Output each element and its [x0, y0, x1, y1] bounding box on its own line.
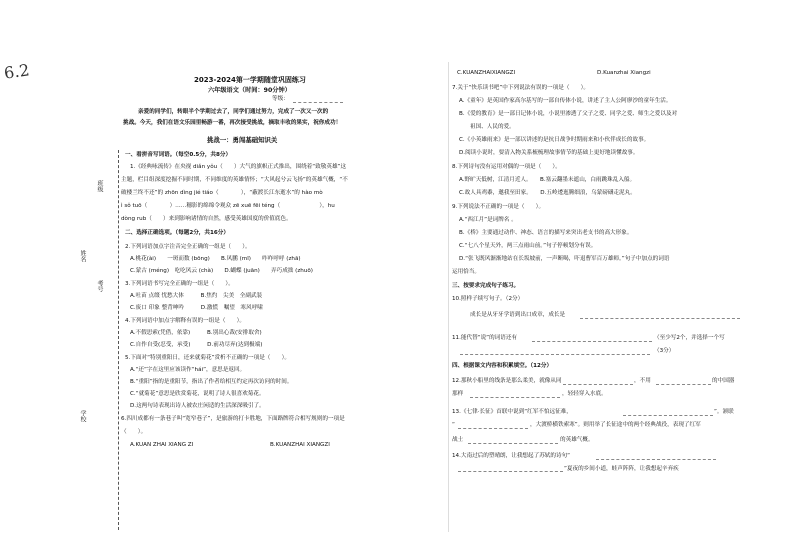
q6-option-d: D.Kuanzhai Xiangzi [597, 70, 651, 76]
q12-part-b: ，不用 [634, 378, 651, 384]
q13-part-b: ”。颔联 [714, 409, 734, 415]
binding-label-school: 学校 [79, 410, 86, 422]
q1-line-2: 主题，栏目组深度挖掘不同时期，不同维度的英雄情怀；“大风起兮云飞扬”的英雄气概，“不 [121, 177, 348, 183]
q2-item-5-option-b: B.“重阳”指的是重阳节，指出了作者给相互约定再次访问的时间。 [130, 379, 293, 385]
q1-header: 一、看拼音写词语。（每空0.5分，共8分） [125, 152, 232, 158]
q12-part-a: 12.那秋小船里的线条是那么柔美，就像从同 [452, 378, 562, 384]
q9-option-c: C.“七八个星天外，两三点雨山前。”句子停顿划分有误。 [459, 243, 597, 249]
q2-item-4-option-c: C.自作自受(忍受，承受) D.前功尽弃(达到极端) [130, 342, 263, 348]
q8-option-a: A.野旷天低树，江清月近人。 B.塞云翻墨未遮山，白雨跳珠乱入船。 [459, 177, 636, 183]
q14-blank-2[interactable] [458, 471, 563, 472]
q12-part-c: 的中国器 [712, 378, 735, 384]
q13-part-f: 的英雄气概。 [560, 437, 594, 443]
q9: 9.下列说法不正确的一项是（ ）。 [452, 204, 545, 210]
q2-item-4-option-a: A.不假思索(凭借，依靠) B.别出心裁(安排取舍) [130, 330, 262, 336]
q2-item-6-option-b: B.KUANZHAI XIANGZI [270, 442, 330, 448]
q13-blank-1[interactable] [623, 415, 713, 416]
q14-part-a: 14.大南过后的塑晴朗，让我想起了苏轼的诗句“ [452, 453, 571, 459]
q2-item-2: 2.下列词语加点字注音完全正确的一组是（ ）。 [125, 244, 251, 250]
q2-item-3: 3.下列词语书写完全正确的一组是（ ）。 [125, 281, 234, 287]
q1-line-1: 1.《经典咏流传》在央视 diǎn yǒu（ ）大气的旗帜正式推出，围绕着“致敬英雄”这 [130, 164, 347, 170]
column-divider [448, 62, 449, 532]
binding-dashed-line [118, 150, 119, 530]
binding-label-name: 姓名 [79, 250, 86, 262]
handwritten-note: 6.2 [2, 60, 31, 83]
q2-item-5-option-a: A.“还”字在这里应该读作“hái”，意思是返回。 [130, 367, 246, 373]
q12-blank-1[interactable] [563, 384, 633, 385]
q9-option-a: A.“西江月”是词牌名 。 [459, 217, 517, 223]
part-3-header: 三、按要求完成句子练习。 [452, 283, 520, 289]
q2-header: 二、选择正确选项。（每题2分，共16分） [125, 230, 229, 236]
q2-item-5-option-d: D.这两句诗表现出诗人被农庄闲适的生活深深吸引了。 [130, 403, 265, 409]
q12-blank-2[interactable] [656, 384, 711, 385]
part-4-header: 四、根据课文内容和积累填空。（12分） [452, 363, 553, 369]
q2-item-2-option-a: A.桃花(ài) 一斑而数 (bōng) B.风鹏 (mī) 咋咋呼呼 (zhā) [130, 256, 301, 262]
q14-blank-1[interactable] [596, 459, 716, 460]
q2-item-3-option-c: C.废口 印象 整背呻吟 D.激慌 嘱望 寒风呼啸 [130, 305, 263, 311]
q10-answer-blank[interactable] [580, 318, 740, 319]
exam-title: 2023-2024第一学期随堂巩固练习 [194, 76, 306, 84]
q13-part-e: 战士 [452, 437, 464, 443]
q2-item-4: 4.下列词语中加点字解释有误的一组是（ ）。 [125, 318, 246, 324]
q6-option-c: C.KUANZHAIXIANGZI [457, 70, 516, 76]
q12-part-d: 那样 [452, 391, 464, 397]
q13-blank-2[interactable] [458, 428, 528, 429]
q7-option-c: C.《小英雄雨来》是一部以讲述的是抗日战争时期雨来和小伙伴成长的故事。 [459, 137, 650, 143]
intro-line-1: 亲爱的同学们，转眼半个学期过去了，同学们通过努力，完成了一次又一次的 [138, 109, 329, 115]
q11-score: （3分） [654, 348, 675, 354]
section-1-heading: 挑战一：勇闯基础知识关 [207, 136, 278, 144]
grade-blank [293, 102, 343, 103]
q11-answer-blank[interactable] [532, 341, 652, 342]
q9-option-b: B.《桥》主要通过动作、神态、语言的描写来突出老支书的高大形象。 [459, 230, 633, 236]
q2-item-6-cont: （ ）。 [121, 429, 147, 435]
q1-line-5: dòng rub（ ）来到影响诸情的自然，感受英雄国度的价值底色。 [121, 216, 292, 222]
q2-item-5: 5.下面对“特别重阳日，还来就菊花”赏析不正确的一项是（ ）。 [125, 355, 290, 361]
q10-prompt: 成长是从牙牙学语到出口成章，成长是 [470, 312, 566, 318]
q7-option-b-line-2: 祖国、人民的爱。 [470, 124, 515, 130]
q1-line-3: 破楼兰终不还”的 zhōn dìng jié tiáo（ ），“蔽渡长江东逝水”的 hào mò [121, 190, 323, 196]
q9-option-d-line-1: D.“张飞既风渐渐地站在长坂坡前，一声断喝，吓退曹军百万雄师。”句子中加点的词语 [459, 256, 670, 262]
q12-blank-3[interactable] [470, 397, 560, 398]
q13-part-c: “ [452, 422, 455, 428]
q8-option-c: C.故人具鸡黍，邀我至田家。 D.五岭逶迤腾细浪，乌蒙磅礴走泥丸。 [459, 190, 636, 196]
q8: 8.下列诗句没有运用对偶的一项是（ ）。 [452, 164, 561, 170]
q7-option-d: D.阅读小说时，要清入物关系梳梳理故事情节的基础上更好地读懂故事。 [459, 150, 639, 156]
grade-label: 等级： [272, 96, 289, 102]
q9-option-d-line-2: 运用恰当。 [452, 269, 480, 275]
q10: 10.照样子续写句子。（2分） [452, 296, 524, 302]
q13-part-a: 13.《七律·长征》首联中说到“红军不怕远征难， [452, 409, 572, 415]
q11-hint: （至少写2个，并选择一个写 [654, 335, 725, 341]
q7-option-b-line-1: B.《爱的教育》是一部日记体小说，小说里渗透了父子之爱、同学之爱、师生之爱以及对 [459, 111, 678, 117]
intro-line-2: 挑战。今天，我们在语文乐园里畅游一番，再次接受挑战，摘取丰收的果实，祝你成功！ [123, 120, 342, 126]
binding-label-class: 班级 [96, 180, 103, 192]
binding-label-number: 考号 [96, 280, 103, 292]
q12-part-e: ，轻轻穿入水底。 [562, 391, 607, 397]
q7: 7.关于“快乐读书吧”中下列说法有误的一项是（ ）。 [452, 85, 589, 91]
q11: 11.能代替“说”的词语还有 [452, 335, 518, 341]
q2-item-3-option-a: A.吐苗 点缀 忧愁大体 B.焦灼 尖美 全副武装 [130, 293, 263, 299]
q1-line-4: ì sǒ tuō（ ）……穗影的绵绵令观众 zē xuē fēi téng（ ），hu [121, 203, 335, 209]
q13-part-d: ，大渡桥横铁索寒”。则用举了长征途中的两个经典战役，表现了红军 [530, 422, 701, 428]
q13-blank-3[interactable] [468, 443, 558, 444]
q2-item-5-option-c: C.“就菊花”意思是欣赏菊花，说明了诗人很喜欢菊花。 [130, 391, 265, 397]
q7-option-a: A.《童年》是英国作家高尔基写的一部自传体小说，讲述了主人公阿廖沙的童年生活。 [459, 98, 672, 104]
q11-sentence-blank[interactable] [460, 354, 650, 355]
exam-subtitle: 六年级语文（时间：90分钟） [208, 87, 291, 94]
q2-item-6-option-a: A.KUAN ZHAI XIANG ZI [130, 442, 194, 448]
q2-item-6: 6.四川成都有一条巷子叫“宽窄巷子”，是旅游的打卡胜地，下面路牌符合相写规则的一项是 [121, 416, 345, 422]
q14-part-b: ”夏夜的乡间小道，蛙声阵阵，让我想起辛弃疾 [564, 466, 679, 472]
q2-item-2-option-c: C.蒙古 (méng) 吃吃风云 (chà) D.蝴蝶 (juān) 弄巧成拙 (zhuō) [130, 268, 313, 274]
